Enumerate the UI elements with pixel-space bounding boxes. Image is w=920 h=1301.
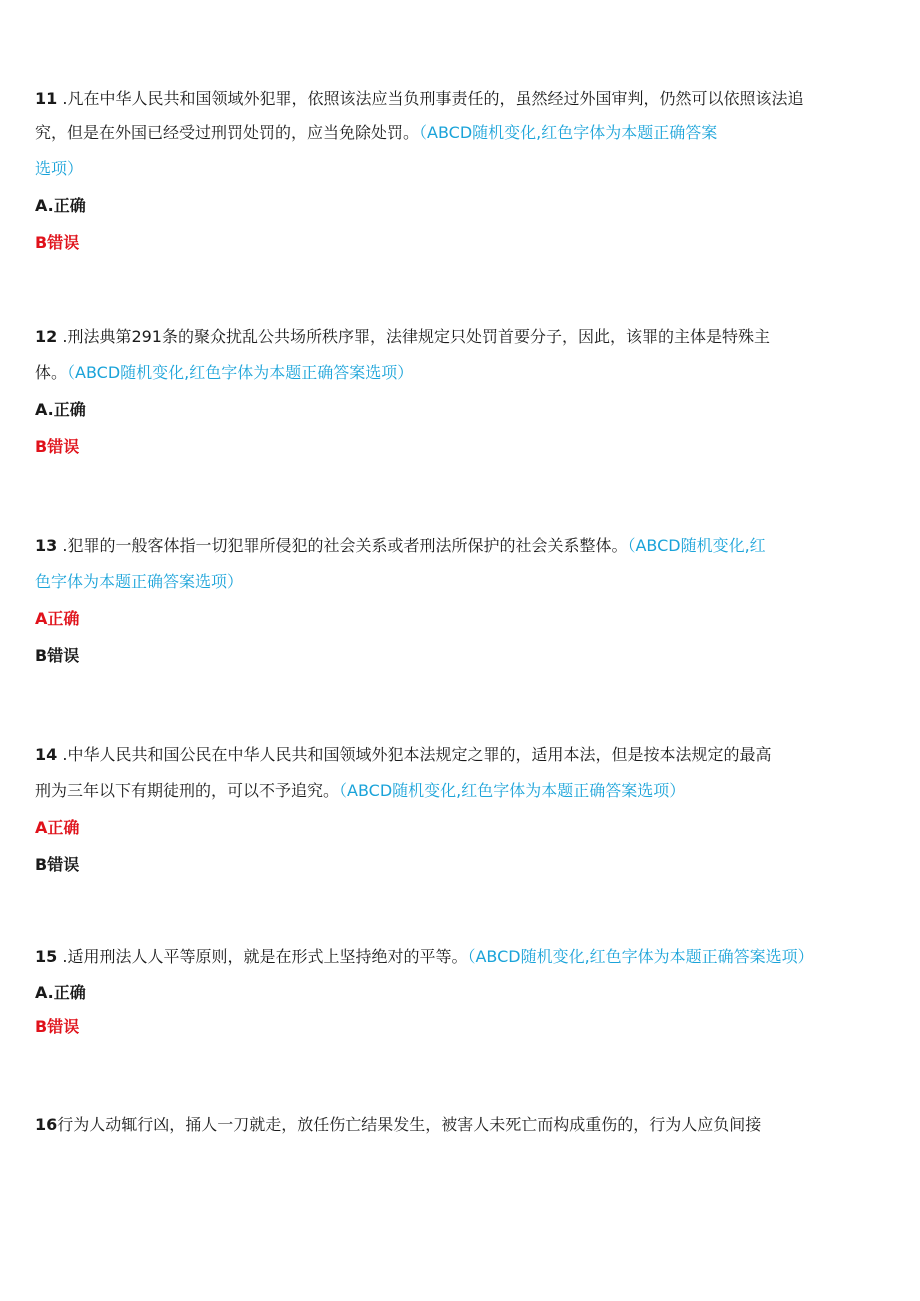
option-a[interactable]: A.正确 [35, 983, 86, 1002]
question-number: 12 [35, 327, 58, 346]
question-text: 16行为人动辄行凶，捅人一刀就走，放任伤亡结果发生，被害人未死亡而构成重伤的，行为人应负间接 [35, 1115, 762, 1134]
option-b-correct[interactable]: B错误 [35, 437, 80, 456]
answer-hint: （ABCD随机变化,红色字体为本题正确答案选项） [339, 781, 686, 800]
question-15 [35, 940, 880, 1044]
question-number: 13 [35, 536, 58, 555]
option-a[interactable]: A.正确 [35, 400, 86, 419]
answer-hint: 色字体为本题正确答案选项） [35, 572, 244, 591]
question-16 [35, 1108, 880, 1142]
question-text: 体。（ABCD随机变化,红色字体为本题正确答案选项） [35, 363, 414, 382]
option-a[interactable]: A.正确 [35, 196, 86, 215]
question-text: 14 .中华人民共和国公民在中华人民共和国领域外犯本法规定之罪的，适用本法，但是按本法规定的最高 [35, 745, 772, 764]
option-a-correct[interactable]: A正确 [35, 609, 80, 628]
answer-hint: 选项） [35, 159, 84, 178]
option-b[interactable]: B错误 [35, 646, 80, 665]
question-number: 16 [35, 1115, 58, 1134]
question-text: 11 .凡在中华人民共和国领域外犯罪，依照该法应当负刑事责任的，虽然经过外国审判，仍然可以依照该法追 [35, 89, 804, 108]
question-number: 15 [35, 947, 58, 966]
question-text: 15 .适用刑法人人平等原则，就是在形式上坚持绝对的平等。（ABCD随机变化,红色字体为本题正确答案选项） [35, 947, 814, 966]
question-14 [35, 738, 880, 882]
question-13 [35, 529, 880, 673]
option-b-correct[interactable]: B错误 [35, 233, 80, 252]
answer-hint: （ABCD随机变化,红 [627, 536, 766, 555]
question-11 [35, 82, 880, 260]
option-b[interactable]: B错误 [35, 855, 80, 874]
question-text: 13 .犯罪的一般客体指一切犯罪所侵犯的社会关系或者刑法所保护的社会关系整体。（ABCD随机变化,红 [35, 536, 766, 555]
answer-hint: （ABCD随机变化,红色字体为本题正确答案选项） [467, 947, 814, 966]
option-b-correct[interactable]: B错误 [35, 1017, 80, 1036]
question-number: 11 [35, 89, 58, 108]
answer-hint: （ABCD随机变化,红色字体为本题正确答案 [419, 123, 718, 142]
question-number: 14 [35, 745, 58, 764]
question-text: 12 .刑法典第291条的聚众扰乱公共场所秩序罪，法律规定只处罚首要分子，因此，该罪的主体是特殊主 [35, 327, 770, 346]
option-a-correct[interactable]: A正确 [35, 818, 80, 837]
answer-hint: （ABCD随机变化,红色字体为本题正确答案选项） [67, 363, 414, 382]
question-text: 究，但是在外国已经受过刑罚处罚的，应当免除处罚。（ABCD随机变化,红色字体为本题正确答案 [35, 123, 718, 142]
question-12 [35, 320, 880, 464]
question-text: 刑为三年以下有期徒刑的，可以不予追究。（ABCD随机变化,红色字体为本题正确答案选项） [35, 781, 686, 800]
